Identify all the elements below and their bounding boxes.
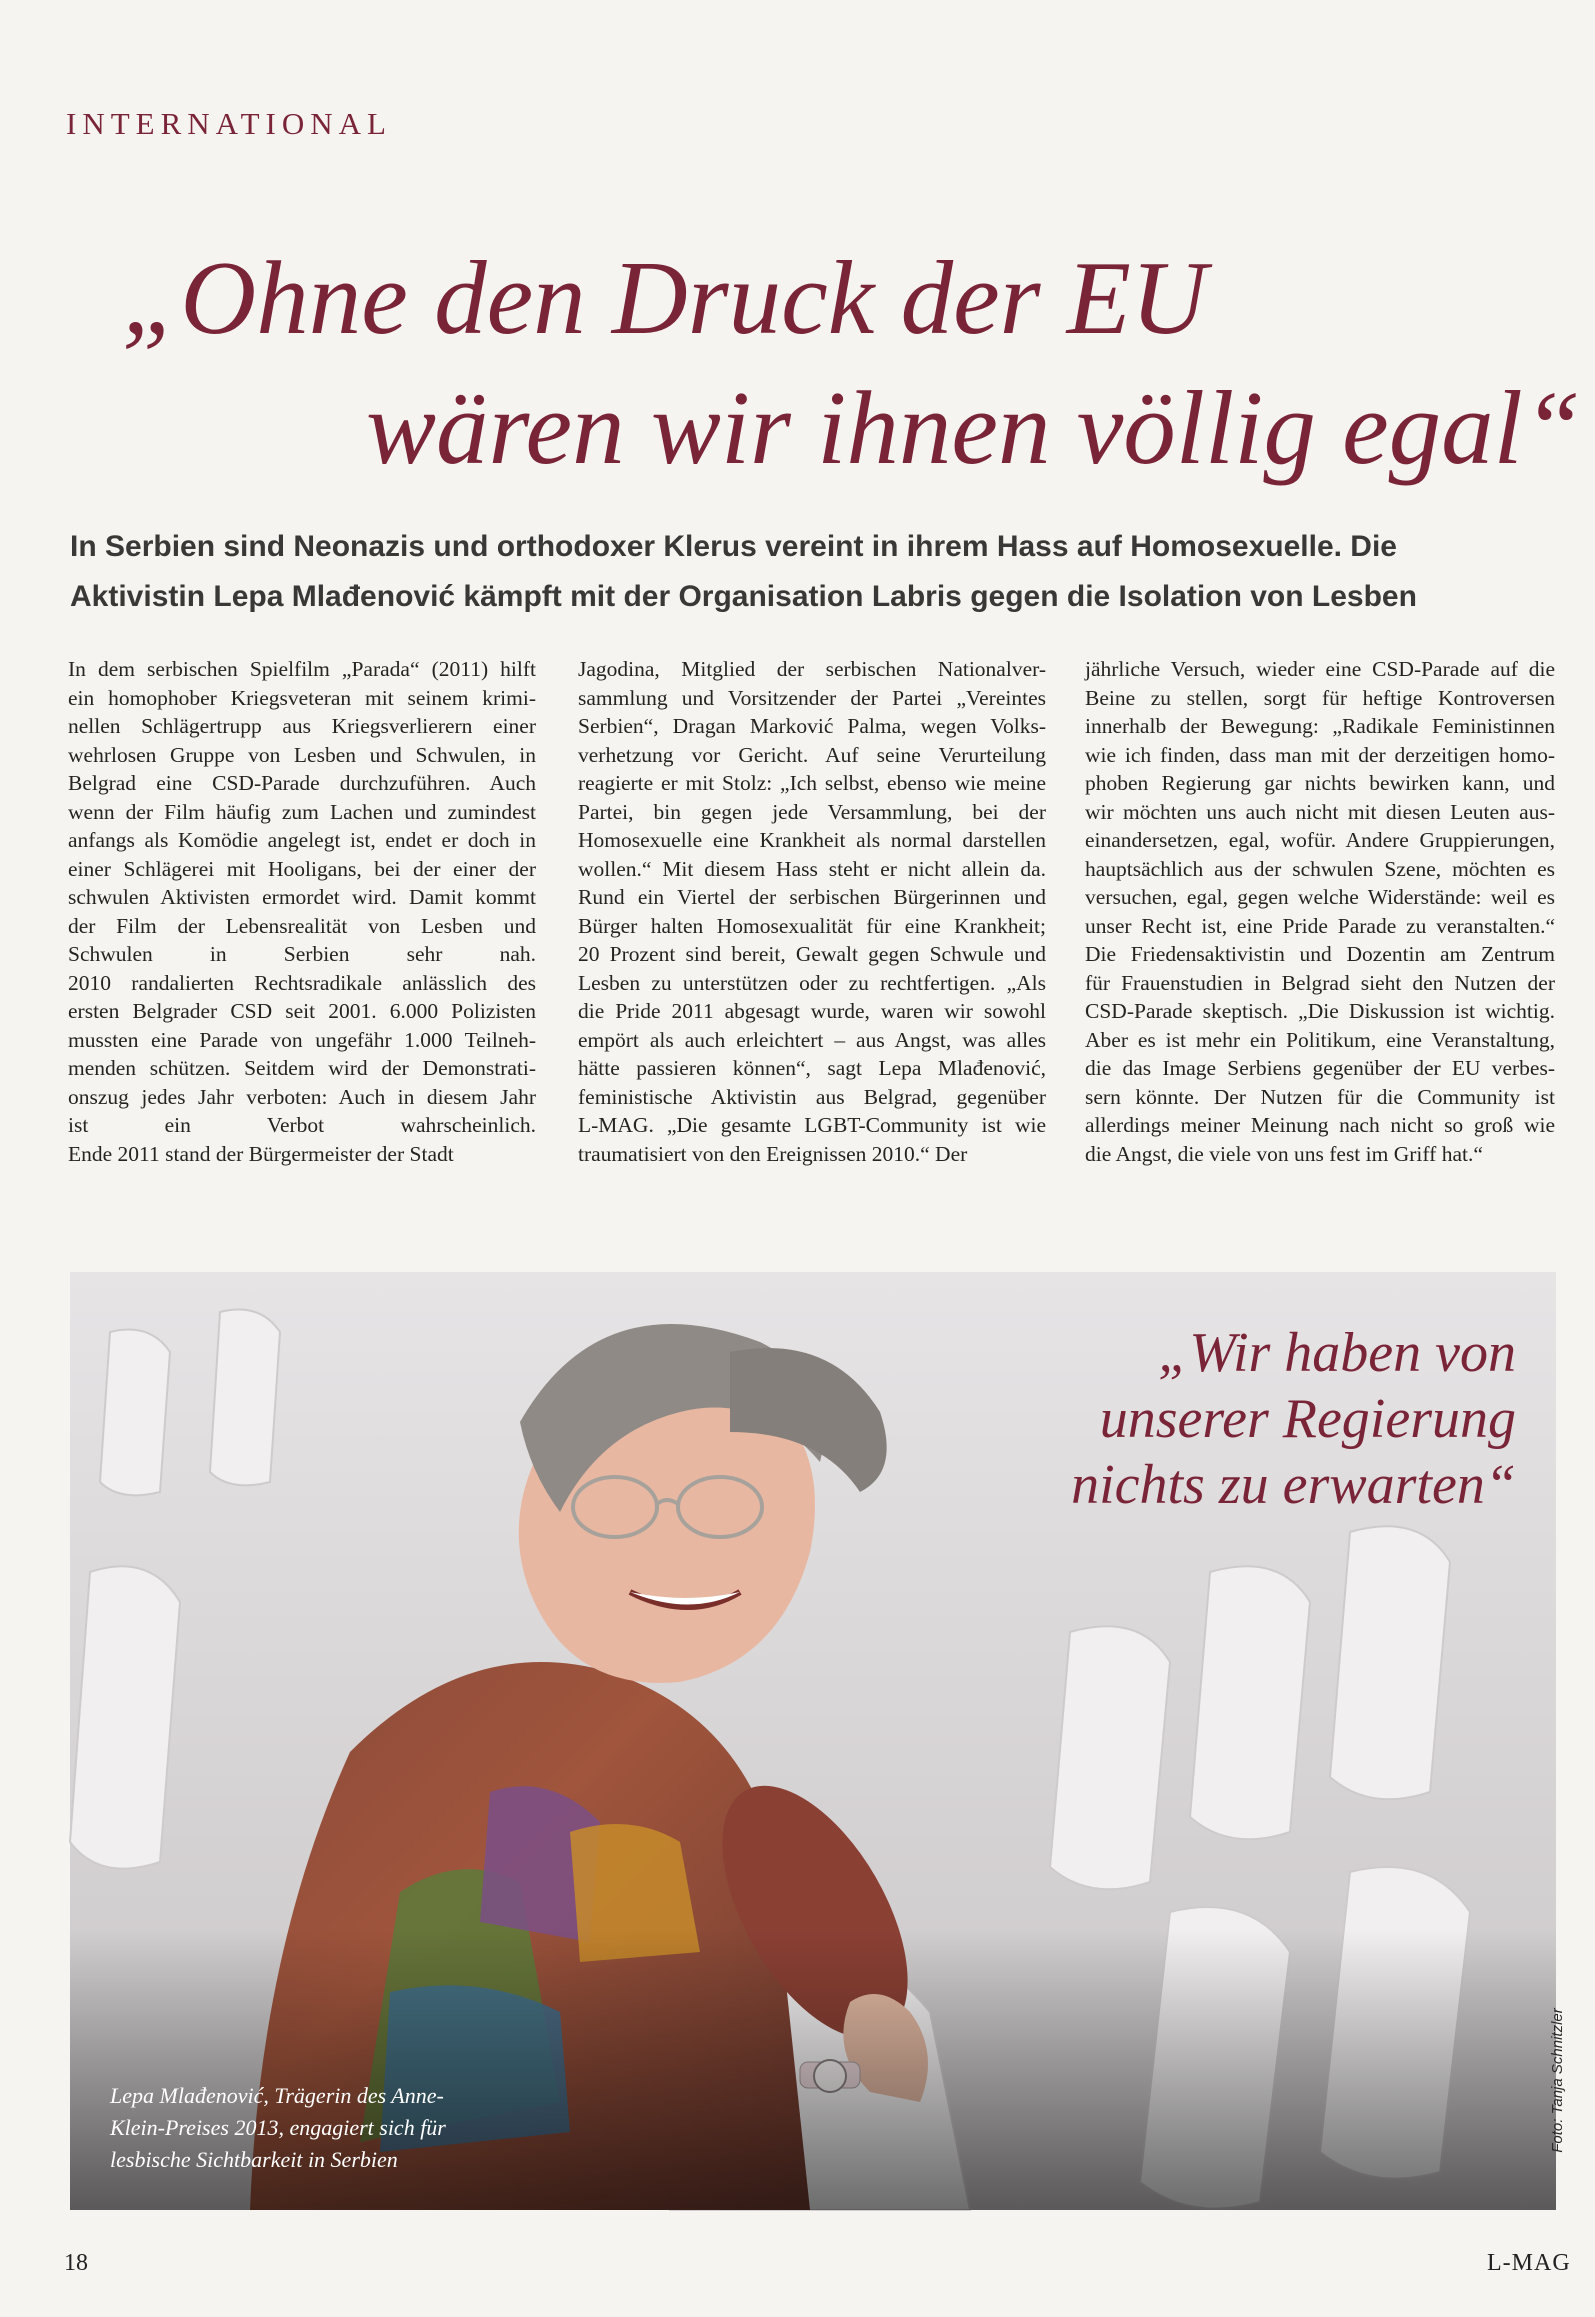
article-line: innerhalb der Bewegung: „Radikale Feministinnen bbox=[1085, 714, 1555, 738]
section-label: INTERNATIONAL bbox=[66, 106, 392, 141]
portrait-photo bbox=[70, 1272, 1567, 2210]
article-line: Aber es ist mehr ein Politikum, eine Veranstaltung, bbox=[1085, 1027, 1555, 1052]
article-column-3 bbox=[1085, 655, 1555, 1168]
article-line: Beine zu stellen, sorgt für heftige Kontroversen bbox=[1085, 685, 1555, 710]
article-column-1 bbox=[68, 655, 536, 1168]
article-line: versuchen, egal, gegen welche Widerstände: weil es bbox=[1085, 885, 1555, 909]
lede-line-2: Aktivistin Lepa Mlađenović kämpft mit der Organisation Labris gegen die Isolation von Lesben bbox=[70, 580, 1417, 613]
article-line: Ende 2011 stand der Bürgermeister der Stadt bbox=[68, 1141, 454, 1166]
headline-line-2: wären wir ihnen völlig egal“ bbox=[366, 369, 1582, 486]
photo-credit: Foto: Tanja Schnitzler bbox=[1549, 2008, 1567, 2153]
article-line: feministische Aktivistin aus Belgrad, gegenüber bbox=[578, 1084, 1046, 1109]
article-line: die Angst, die viele von uns fest im Griff hat.“ bbox=[1085, 1141, 1483, 1166]
article-line: ein homophober Kriegsveteran mit seinem krimi- bbox=[68, 685, 536, 710]
article-line: Rund ein Viertel der serbischen Bürgerinnen und bbox=[578, 885, 1046, 909]
article-line: reagierte er mit Stolz: „Ich selbst, ebenso wie meine bbox=[578, 771, 1046, 795]
lede bbox=[70, 522, 1550, 622]
article-line: Die Friedensaktivistin und Dozentin am Zentrum bbox=[1085, 942, 1555, 966]
article-line: jährliche Versuch, wieder eine CSD-Parade auf die bbox=[1085, 657, 1555, 681]
article-line: mussten eine Parade von ungefähr 1.000 Teilneh- bbox=[68, 1027, 536, 1052]
photo-caption bbox=[110, 2080, 490, 2176]
article-line: hauptsächlich aus der schwulen Szene, möchten es bbox=[1085, 856, 1555, 881]
article-line: traumatisiert von den Ereignissen 2010.“ Der bbox=[578, 1141, 968, 1166]
article-column-2 bbox=[578, 655, 1046, 1168]
article-line: wir möchten uns auch nicht mit diesen Leuten aus- bbox=[1085, 799, 1555, 824]
article-line: wie ich finden, dass man mit der derzeitigen homo- bbox=[1085, 742, 1555, 767]
article-line: wenn der Film häufig zum Lachen und zumindest bbox=[68, 799, 536, 824]
article-line: anfangs als Komödie angelegt ist, endet er doch in bbox=[68, 828, 536, 852]
article-line: einandersetzen, egal, wofür. Andere Gruppierungen, bbox=[1085, 828, 1555, 852]
article-line: verhetzung vor Gericht. Auf seine Verurteilung bbox=[578, 742, 1046, 767]
article-line: Belgrad eine CSD-Parade durchzuführen. Auch bbox=[68, 771, 536, 795]
article-line: die Pride 2011 abgesagt wurde, waren wir sowohl bbox=[578, 999, 1046, 1023]
article-line: 20 Prozent sind bereit, Gewalt gegen Schwule und bbox=[578, 942, 1046, 966]
caption-line-2: Klein-Preises 2013, engagiert sich für bbox=[110, 2115, 446, 2140]
article-line: sammlung und Vorsitzender der Partei „Vereintes bbox=[578, 685, 1046, 710]
article-line: In dem serbischen Spielfilm „Parada“ (2011) hilft bbox=[68, 657, 536, 681]
article-line: hätte passieren können“, sagt Lepa Mlađenović, bbox=[578, 1056, 1046, 1080]
article-line: wehrlosen Gruppe von Lesben und Schwulen, in bbox=[68, 742, 536, 767]
caption-line-1: Lepa Mlađenović, Trägerin des Anne- bbox=[110, 2083, 444, 2108]
article-line: phoben Regierung gar nichts bewirken kann, und bbox=[1085, 771, 1555, 795]
article-line: Homosexuelle eine Krankheit als normal darstellen bbox=[578, 828, 1046, 852]
article-line: für Frauenstudien in Belgrad sieht den Nutzen der bbox=[1085, 970, 1555, 995]
caption-line-3: lesbische Sichtbarkeit in Serbien bbox=[110, 2147, 398, 2172]
pull-quote-line-1: „Wir haben von bbox=[1158, 1322, 1516, 1384]
article-line: 2010 randalierten Rechtsradikale anlässlich des bbox=[68, 970, 536, 995]
article-line: Bürger halten Homosexualität für eine Krankheit; bbox=[578, 913, 1046, 938]
article-line: einer Schlägerei mit Hooligans, bei der einer der bbox=[68, 856, 536, 881]
article-line: die das Image Serbiens gegenüber der EU verbes- bbox=[1085, 1056, 1555, 1080]
lede-line-1: In Serbien sind Neonazis und orthodoxer Klerus vereint in ihrem Hass auf Homosexuelle. Die bbox=[70, 530, 1397, 563]
article-line: Jagodina, Mitglied der serbischen Nationalver- bbox=[578, 657, 1046, 681]
pull-quote bbox=[996, 1320, 1516, 1518]
article-line: der Film der Lebensrealität von Lesben und bbox=[68, 913, 536, 938]
article-line: allerdings meiner Meinung nach nicht so groß wie bbox=[1085, 1113, 1555, 1137]
article-line: menden schützen. Seitdem wird der Demonstrati- bbox=[68, 1056, 536, 1080]
article-line: L-MAG. „Die gesamte LGBT-Community ist wie bbox=[578, 1113, 1046, 1137]
article-line: ersten Belgrader CSD seit 2001. 6.000 Polizisten bbox=[68, 999, 536, 1023]
article-line: sern könnte. Der Nutzen für die Community ist bbox=[1085, 1084, 1555, 1109]
article-line: unser Recht ist, eine Pride Parade zu veranstalten.“ bbox=[1085, 913, 1555, 938]
article-line: nellen Schlägertrupp aus Kriegsverlierern einer bbox=[68, 714, 536, 738]
article-line: ist ein Verbot wahrscheinlich. bbox=[68, 1113, 536, 1137]
pull-quote-line-2: unserer Regierung bbox=[1099, 1388, 1516, 1450]
article-line: Lesben zu unterstützen oder zu rechtfertigen. „Als bbox=[578, 970, 1046, 995]
article-line: Schwulen in Serbien sehr nah. bbox=[68, 942, 536, 966]
article-line: Serbien“, Dragan Marković Palma, wegen Volks- bbox=[578, 714, 1046, 738]
article-line: Partei, bin gegen jede Versammlung, bei der bbox=[578, 799, 1046, 824]
article-line: CSD-Parade skeptisch. „Die Diskussion ist wichtig. bbox=[1085, 999, 1555, 1023]
pull-quote-line-3: nichts zu erwarten“ bbox=[1071, 1454, 1516, 1516]
magazine-name: L-MAG bbox=[1487, 2250, 1571, 2276]
page-number: 18 bbox=[64, 2250, 88, 2276]
article-line: wollen.“ Mit diesem Hass steht er nicht allein da. bbox=[578, 856, 1046, 881]
article-line: schwulen Aktivisten ermordet wird. Damit kommt bbox=[68, 885, 536, 909]
article-line: onszug jedes Jahr verboten: Auch in diesem Jahr bbox=[68, 1084, 536, 1109]
headline-line-1: „Ohne den Druck der EU bbox=[122, 239, 1207, 356]
article-line: empört als auch erleichtert – aus Angst, was alles bbox=[578, 1027, 1046, 1052]
